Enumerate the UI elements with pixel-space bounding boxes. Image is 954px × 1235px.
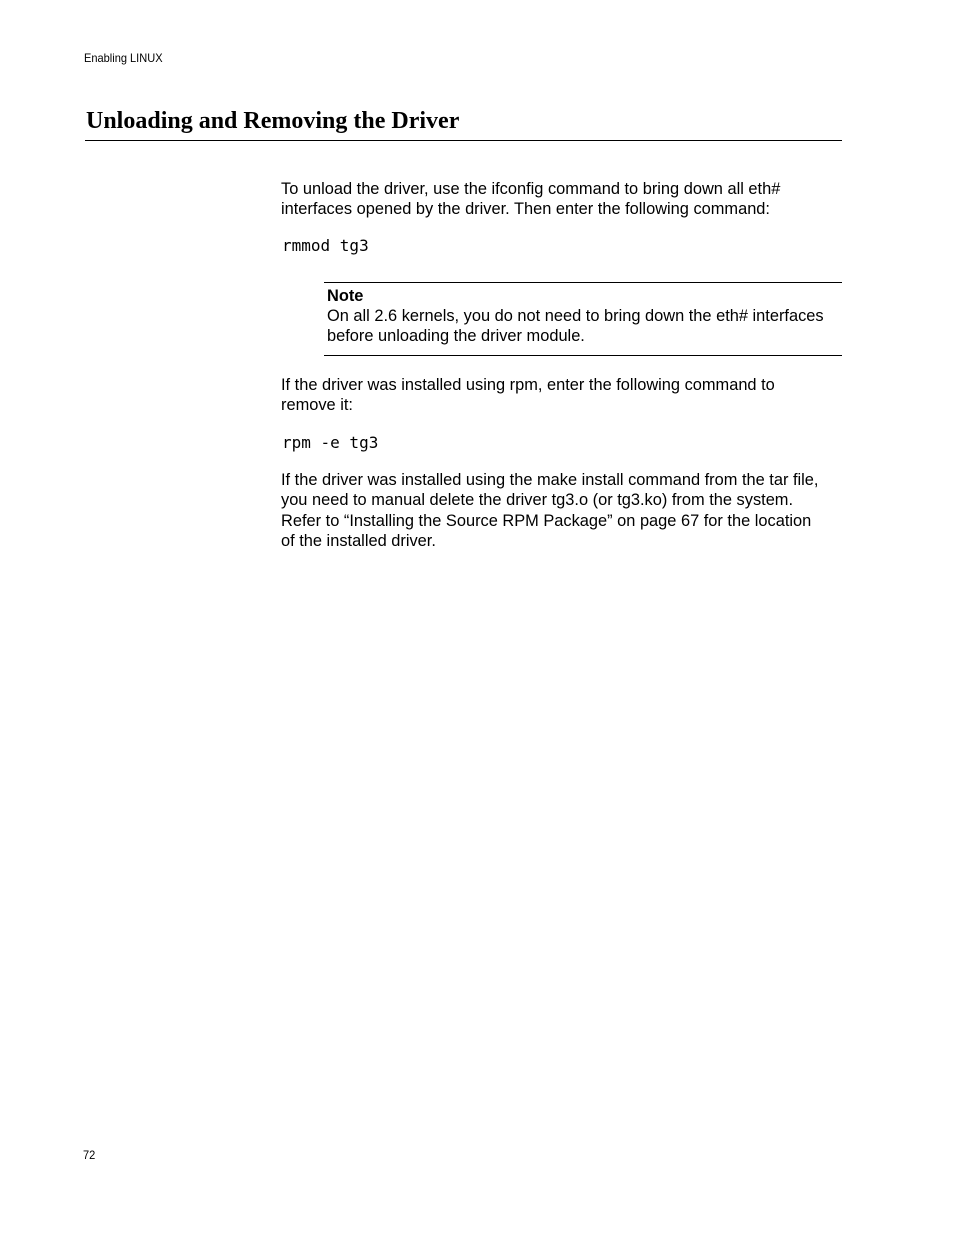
make-line-4: of the installed driver. — [281, 531, 436, 550]
intro-line-2: interfaces opened by the driver. Then enter the following command: — [281, 200, 770, 219]
rpm-line-1: If the driver was installed using rpm, enter the following command to — [281, 376, 775, 394]
title-rule — [85, 140, 842, 141]
make-line-2: you need to manual delete the driver tg3.o (or tg3.ko) from the system. — [281, 491, 794, 510]
intro-line-1: To unload the driver, use the ifconfig command to bring down all eth# — [281, 180, 781, 198]
rpm-line-2: remove it: — [281, 396, 353, 415]
running-header: Enabling LINUX — [84, 51, 163, 65]
note-line-1: On all 2.6 kernels, you do not need to bring down the eth# interfaces — [327, 307, 824, 325]
rpm-paragraph — [281, 375, 843, 416]
page-number: 72 — [83, 1148, 96, 1162]
note-line-2: before unloading the driver module. — [327, 327, 585, 346]
make-line-1: If the driver was installed using the make install command from the tar file, — [281, 471, 819, 489]
note-text — [327, 306, 842, 347]
remove-command: rpm -e tg3 — [282, 433, 379, 452]
note-box — [324, 282, 842, 356]
note-label: Note — [327, 287, 364, 305]
intro-paragraph — [281, 179, 843, 220]
unload-command: rmmod tg3 — [282, 236, 369, 255]
section-title: Unloading and Removing the Driver — [86, 108, 460, 134]
make-line-3: Refer to “Installing the Source RPM Package” on page 67 for the location — [281, 511, 812, 530]
make-install-paragraph — [281, 470, 843, 551]
